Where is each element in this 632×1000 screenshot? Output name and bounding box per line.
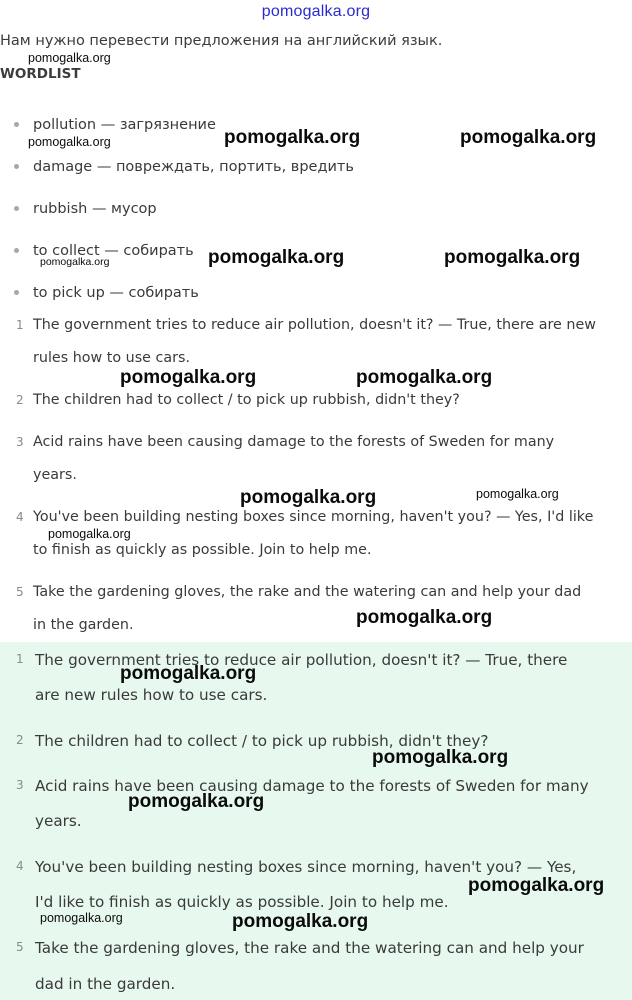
answer-number: 5 (16, 940, 24, 954)
wordlist-item-text: pollution — загрязнение (33, 117, 216, 133)
wordlist-item-text: damage — повреждать, портить, вредить (33, 159, 354, 175)
sentence-line: to finish as quickly as possible. Join to help me. (33, 542, 372, 558)
sentence-line: You've been building nesting boxes since morning, haven't you? — Yes, I'd like (33, 509, 594, 525)
watermark: pomogalka.org (40, 911, 123, 925)
watermark: pomogalka.org (224, 127, 361, 148)
bullet-icon (14, 122, 19, 127)
watermark: pomogalka.org (232, 911, 369, 932)
watermark: pomogalka.org (356, 367, 493, 388)
watermark: pomogalka.org (40, 256, 110, 268)
answer-line: are new rules how to use cars. (35, 686, 268, 704)
answer-line: Take the gardening gloves, the rake and the watering can and help your (35, 939, 584, 957)
bullet-icon (14, 290, 19, 295)
answer-line: Acid rains have been causing damage to the forests of Sweden for many (35, 777, 589, 795)
wordlist-item-text: to collect — собирать (33, 243, 194, 259)
sentence-line: The children had to collect / to pick up rubbish, didn't they? (33, 392, 460, 408)
answer-line: years. (35, 812, 82, 830)
bullet-icon (14, 248, 19, 253)
sentence-line: years. (33, 467, 77, 483)
sentence-line: rules how to use cars. (33, 350, 190, 366)
sentence-line: The government tries to reduce air pollution, doesn't it? — True, there are new (33, 317, 596, 333)
watermark: pomogalka.org (28, 51, 111, 65)
answer-line: dad in the garden. (35, 975, 176, 993)
watermark: pomogalka.org (208, 247, 345, 268)
intro-text: Нам нужно перевести предложения на английский язык. (0, 33, 443, 49)
sentence-line: in the garden. (33, 617, 134, 633)
watermark: pomogalka.org (128, 791, 265, 812)
site-header-link[interactable]: pomogalka.org (261, 3, 371, 20)
answer-number: 3 (16, 778, 24, 792)
answer-number: 1 (16, 652, 24, 666)
sentence-number: 3 (16, 435, 24, 449)
bullet-icon (14, 206, 19, 211)
sentence-number: 4 (16, 510, 24, 524)
answer-line: I'd like to finish as quickly as possible. Join to help me. (35, 893, 449, 911)
watermark: pomogalka.org (48, 527, 131, 541)
watermark: pomogalka.org (444, 247, 581, 268)
watermark: pomogalka.org (356, 607, 493, 628)
sentence-line: Take the gardening gloves, the rake and the watering can and help your dad (33, 584, 582, 600)
watermark: pomogalka.org (120, 367, 257, 388)
sentence-line: Acid rains have been causing damage to the forests of Sweden for many (33, 434, 555, 450)
answer-line: You've been building nesting boxes since morning, haven't you? — Yes, (35, 858, 577, 876)
sentence-number: 2 (16, 393, 24, 407)
watermark: pomogalka.org (120, 663, 257, 684)
answer-line: The government tries to reduce air pollution, doesn't it? — True, there (35, 651, 568, 669)
watermark: pomogalka.org (28, 135, 111, 149)
watermark: pomogalka.org (460, 127, 597, 148)
sentence-number: 5 (16, 585, 24, 599)
answer-number: 4 (16, 859, 24, 873)
wordlist-item-text: to pick up — собирать (33, 285, 199, 301)
wordlist-item-text: rubbish — мусор (33, 201, 157, 217)
answer-line: The children had to collect / to pick up rubbish, didn't they? (35, 732, 489, 750)
sentence-number: 1 (16, 318, 24, 332)
watermark: pomogalka.org (468, 875, 605, 896)
watermark: pomogalka.org (372, 747, 509, 768)
answer-number: 2 (16, 733, 24, 747)
watermark: pomogalka.org (476, 487, 559, 501)
watermark: pomogalka.org (240, 487, 377, 508)
wordlist-heading: WORDLIST (0, 66, 81, 82)
bullet-icon (14, 164, 19, 169)
